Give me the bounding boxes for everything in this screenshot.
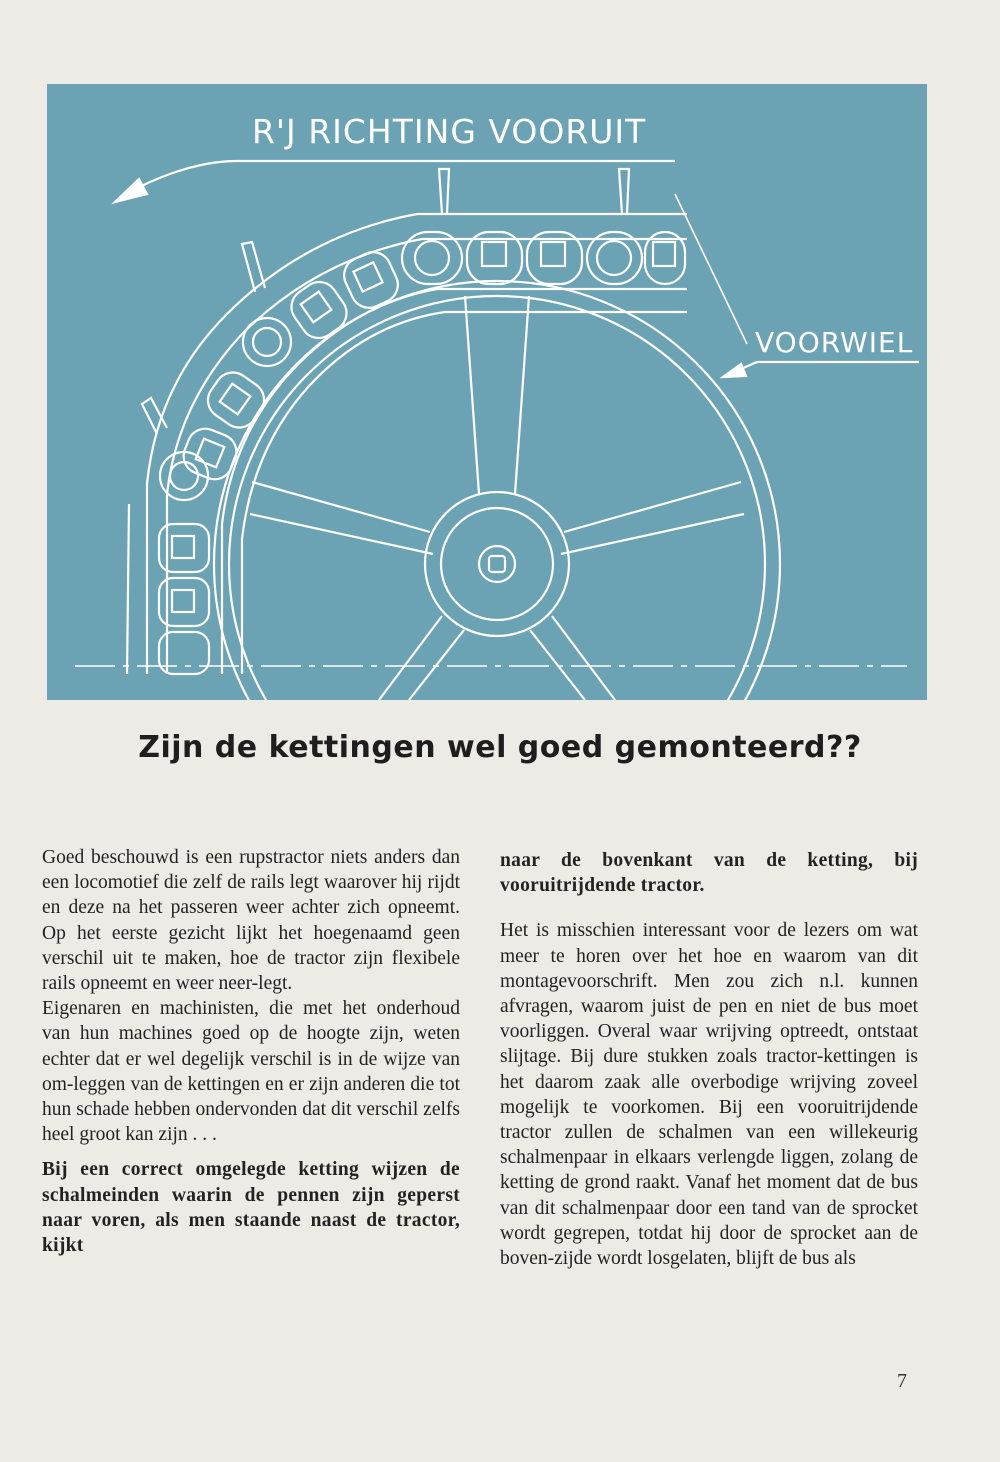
left-paragraph-2: Eigenaren en machinisten, die met het onderhoud van hun machines goed op de hoogte zijn, weten echter dat er wel degelijk verschil is in de wijze van om-leggen van de kettingen en er zijn anderen die tot hun schade hebben ondervonden dat dit verschil zelfs heel groot kan zijn . . . (42, 998, 460, 1146)
left-paragraph-3-bold: Bij een correct omgelegde ketting wijzen de schalmeinden waarin de pennen zijn geperst naar voren, als men staande naast de tractor, kijkt (42, 1159, 460, 1257)
wheel-chain-drawing (47, 84, 927, 700)
direction-label: R'J RICHTING VOORUIT (252, 112, 647, 151)
wheel-label-leader (723, 362, 919, 377)
guide-line (675, 194, 747, 344)
right-column (500, 848, 918, 1271)
page-number: 7 (897, 1370, 907, 1392)
wheel-label: VOORWIEL (755, 326, 914, 359)
left-column (42, 845, 460, 1258)
right-paragraph-2: Het is misschien interessant voor de lezers om wat meer te horen over het hoe en waarom van dit montagevoorschrift. Men zou zich n.l. kunnen afvragen, waarom juist de pen en niet de bus moet voorliggen. Overal waar wrijving optreedt, ontstaat slijtage. Bij dure stukken zoals tractor-kettingen is het daarom zaak alle overbodige wrijving zoveel mogelijk te voorkomen. Bij een vooruitrijdende tractor zullen de schalmen van een willekeurig schalmenpaar in elkaars verlengde liggen, zolang de ketting de grond raakt. Vanaf het moment dat de bus van dit schalmenpaar door een tand van de sprocket wordt gegrepen, totdat hij door de sprocket aan de boven-zijde wordt losgelaten, blijft de bus als (500, 920, 918, 1270)
left-paragraph-1: Goed beschouwd is een rupstractor niets anders dan een locomotief die zelf de rails legt waarover hij rijdt en deze na het passeren weer achter zich opneemt. Op het eerste gezicht lijkt het hoegenaamd geen verschil uit te maken, hoe de tractor zijn flexibele rails opneemt en weer neer-legt. (42, 847, 460, 995)
direction-arrowhead (115, 179, 147, 202)
right-paragraph-1-bold: naar de bovenkant van de ketting, bij vooruitrijdende tractor. (500, 850, 918, 897)
front-wheel (214, 281, 780, 700)
chain-links (159, 232, 685, 674)
chain-diagram (47, 84, 927, 700)
wheel-label-arrowhead (723, 364, 746, 377)
headline: Zijn de kettingen wel goed gemonteerd?? (138, 730, 862, 765)
direction-arrow-line (115, 161, 675, 202)
